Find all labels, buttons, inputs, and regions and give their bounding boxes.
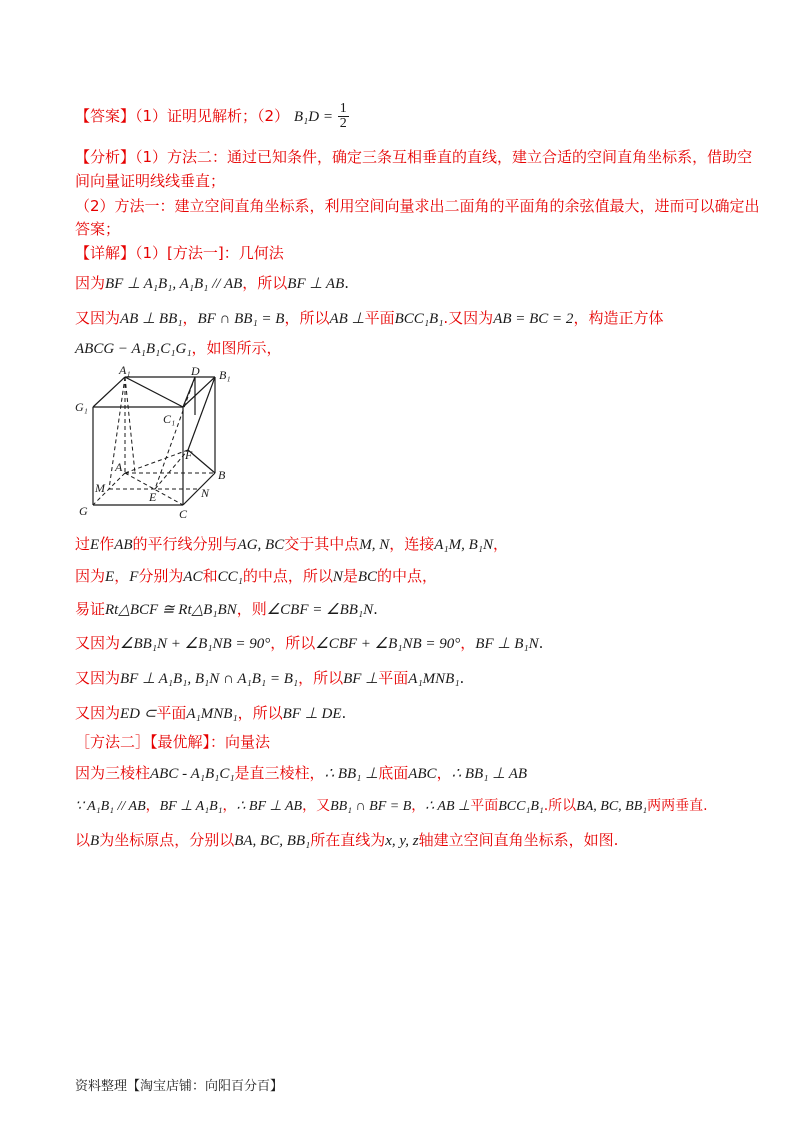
answer-bracket: 【答案】 [75,107,136,125]
analysis-bracket: 【分析】 [75,148,136,166]
analysis-line-3: （2）方法一：建立空间直角坐标系，利用空间向量求出二面角的平面角的余弦值最大，进而可以确定出 [75,197,760,215]
detail-bracket: 【详解】 [75,244,136,262]
label-D: D [191,365,200,378]
cube-figure [75,365,255,520]
answer-fraction: $\frac{1}{2}$ [339,101,347,131]
label-G1: G₁ [75,400,88,414]
label-A: A [115,460,123,474]
detail-line-12: ∵ A₁B₁ // AB，BF ⊥ A₁B₁，∴ BF ⊥ AB，又BB₁ ∩ BF = B，∴ AB ⊥平面BCC₁B₁.所以BA, BC, BB₁两两垂直. [75,798,708,814]
analysis-line-2: 间向量证明线线垂直； [75,172,226,190]
detail-line-1: 因为BF ⊥ A₁B₁, A₁B₁ // AB，所以BF ⊥ AB. [75,274,350,292]
detail-line-13: 以B为坐标原点，分别以BA, BC, BB₁所在直线为x, y, z轴建立空间直角坐标系，如图. [75,831,619,849]
answer-expr: B₁D = [293,109,333,125]
label-F: F [185,448,193,462]
label-G: G [79,504,88,518]
detail-line-8: 又因为BF ⊥ A₁B₁, B₁N ∩ A₁B₁ = B₁，所以BF ⊥平面A₁MNB₁. [75,669,465,687]
detail-line-2: 又因为AB ⊥ BB₁，BF ∩ BB₁ = B，所以AB ⊥平面BCC₁B₁.又因为AB = BC = 2，构造正方体 [75,309,664,327]
method-two-header: ［方法二］【最优解】：向量法 [75,733,271,751]
detail-header: 【详解】（1）[方法一]：几何法 [75,244,284,262]
label-C1: C₁ [163,412,176,426]
detail-line-9: 又因为ED ⊂平面A₁MNB₁，所以BF ⊥ DE. [75,704,347,722]
detail-line-5: 因为E，F分别为AC和CC₁的中点，所以N是BC的中点， [75,567,438,585]
detail-line-6: 易证Rt△BCF ≅ Rt△B₁BN，则∠CBF = ∠BB₁N. [75,600,378,618]
label-C: C [179,507,188,520]
analysis-line-1: 【分析】（1）方法二：通过已知条件，确定三条互相垂直的直线，建立合适的空间直角坐标系，借助空 [75,148,753,166]
label-E: E [149,490,157,504]
detail-line-4: 过E作AB的平行线分别与AG, BC交于其中点M, N，连接A₁M, B₁N， [75,535,509,553]
analysis-line-4: 答案； [75,220,121,238]
detail-line-11: 因为三棱柱ABC - A₁B₁C₁是直三棱柱，∴ BB₁ ⊥底面ABC，∴ BB₁ ⊥ AB [75,764,528,782]
label-N: N [201,486,210,500]
page-footer: 资料整理【淘宝店铺：向阳百分百】 [75,1079,284,1094]
label-M: M [95,481,105,495]
answer-line [75,102,349,131]
label-A1: A₁ [119,365,131,377]
detail-line-7: 又因为∠BB₁N + ∠B₁NB = 90°，所以∠CBF + ∠B₁NB = 90°，BF ⊥ B₁N. [75,634,544,652]
answer-part1: （1）证明见解析；（2） [135,107,290,125]
detail-line-3: ABCG − A₁B₁C₁G₁，如图所示， [75,339,282,357]
label-B: B [218,468,226,482]
label-B1: B₁ [219,368,231,382]
